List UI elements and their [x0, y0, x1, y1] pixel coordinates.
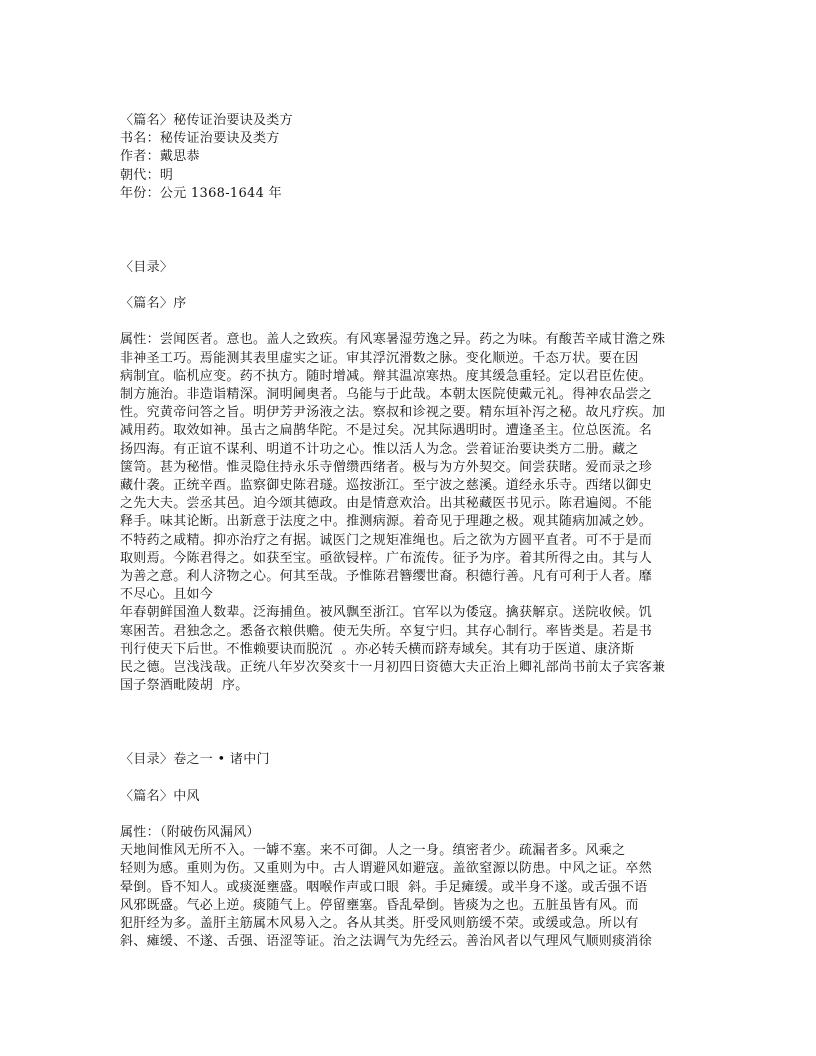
text-line: 寒困苦。君独念之。悉备衣粮供赡。使无失所。卒复宁归。其存心制行。率皆类是。若是书 [120, 623, 653, 639]
text-line: 天地间惟风无所不入。一罅不塞。来不可御。人之一身。缜密者少。疏漏者多。风乘之 [120, 843, 626, 859]
author: 作者：戴思恭 [120, 149, 200, 165]
header-block [120, 112, 700, 203]
section-title: 〈篇名〉中风 [120, 788, 200, 804]
text-line: 病制宜。临机应变。药不执方。随时增减。辩其温凉寒热。度其缓急重轻。定以君臣佐使。 [120, 368, 653, 384]
text-line: 箧笥。甚为秘惜。惟灵隐住持永乐寺僧缵西绪者。极与为方外契交。间尝获睹。爱而录之珍 [120, 459, 653, 475]
section-body [120, 824, 700, 951]
document-page [120, 112, 700, 951]
toc-label: 〈目录〉 [120, 260, 174, 276]
book-name: 书名：秘传证治要诀及类方 [120, 131, 280, 147]
text-line: 扬四海。有正谊不谋利、明道不计功之心。惟以活人为念。尝着证治要诀类方二册。藏之 [120, 441, 639, 457]
text-line: 释手。味其论断。出新意于法度之中。推测病源。着奇见于理趣之极。观其随病加减之妙。 [120, 514, 653, 530]
text-line: 轻则为感。重则为伤。又重则为中。古人谓避风如避寇。盖欲窒源以防患。中风之证。卒然 [120, 861, 653, 877]
text-line: 晕倒。昏不知人。或痰涎壅盛。咽喉作声或口眼 斜。手足瘫缓。或半身不遂。或舌强不语 [120, 879, 648, 895]
year-range: 年份：公元 1368-1644 年 [120, 185, 282, 201]
text-line: 犯肝经为多。盖肝主筋属木风易入之。各从其类。肝受风则筋缓不荣。或缓或急。所以有 [120, 915, 639, 931]
text-line: 制方施治。非造诣精深。洞明阃奥者。乌能与于此哉。本朝太医院使戴元礼。得神农品尝之 [120, 387, 653, 403]
text-line: 国子祭酒毗陵胡 序。 [120, 678, 249, 694]
text-line: 减用药。取效如神。虽古之扁鹊华陀。不是过矣。况其际遇明时。遭逢圣主。位总医流。名 [120, 423, 653, 439]
text-line: 斜、瘫缓、不遂、舌强、语涩等证。治之法调气为先经云。善治风者以气理风气顺则痰消徐 [120, 934, 653, 950]
text-line: 非神圣工巧。焉能测其表里虚实之证。审其浮沉滑数之脉。变化顺逆。千态万状。要在因 [120, 350, 639, 366]
text-line: 之先大夫。尝丞其邑。迫今颂其德政。由是情意欢洽。出其秘藏医书见示。陈君遍阅。不能 [120, 496, 653, 512]
text-line: 为善之意。利人济物之心。何其至哉。予惟陈君簪缨世裔。积德行善。凡有可利于人者。靡 [120, 569, 653, 585]
text-line: 风邪既盛。气必上逆。痰随气上。停留壅塞。昏乱晕倒。皆痰为之也。五脏虽皆有风。而 [120, 897, 639, 913]
dynasty: 朝代：明 [120, 167, 174, 183]
toc-chapter-label: 〈目录〉卷之一 • 诸中门 [120, 752, 270, 768]
text-line: 取则焉。今陈君得之。如获至宝。亟欲锓梓。广布流传。征予为序。着其所得之由。其与人 [120, 550, 653, 566]
text-line: 不特药之咸精。抑亦治疗之有据。诚医门之规矩准绳也。后之欲为方圆平直者。可不于是而 [120, 532, 653, 548]
text-line: 性。究黄帝问答之旨。明伊芳尹汤液之法。察叔和诊视之要。精东垣补泻之秘。故凡疗疾。加 [120, 405, 666, 421]
text-line: 刊行使天下后世。不惟赖要诀而脱沉 。亦必转夭横而跻寿域矣。其有功于医道、康济斯 [120, 641, 635, 657]
chapter-heading: 〈篇名〉秘传证治要诀及类方 [120, 113, 293, 128]
text-line: 年春朝鲜国渔人数辈。泛海捕鱼。被风飘至浙江。官军以为倭寇。擒获解京。送院收候。饥 [120, 605, 653, 621]
text-line: 属性：（附破伤风漏风） [120, 824, 260, 840]
preface-body [120, 331, 700, 695]
text-line: 不尽心。且如今 [120, 587, 214, 603]
text-line: 属性：尝闻医者。意也。盖人之致疾。有风寒暑湿劳逸之异。药之为味。有酸苦辛咸甘澹之殊 [120, 332, 666, 348]
text-line: 藏什袭。正统辛酉。监察御史陈君璲。巡按浙江。至宁波之慈溪。道经永乐寺。西绪以御史 [120, 478, 653, 494]
preface-title: 〈篇名〉序 [120, 296, 187, 312]
text-line: 民之德。岂浅浅哉。正统八年岁次癸亥十一月初四日资德大夫正治上卿礼部尚书前太子宾客兼 [120, 660, 666, 676]
